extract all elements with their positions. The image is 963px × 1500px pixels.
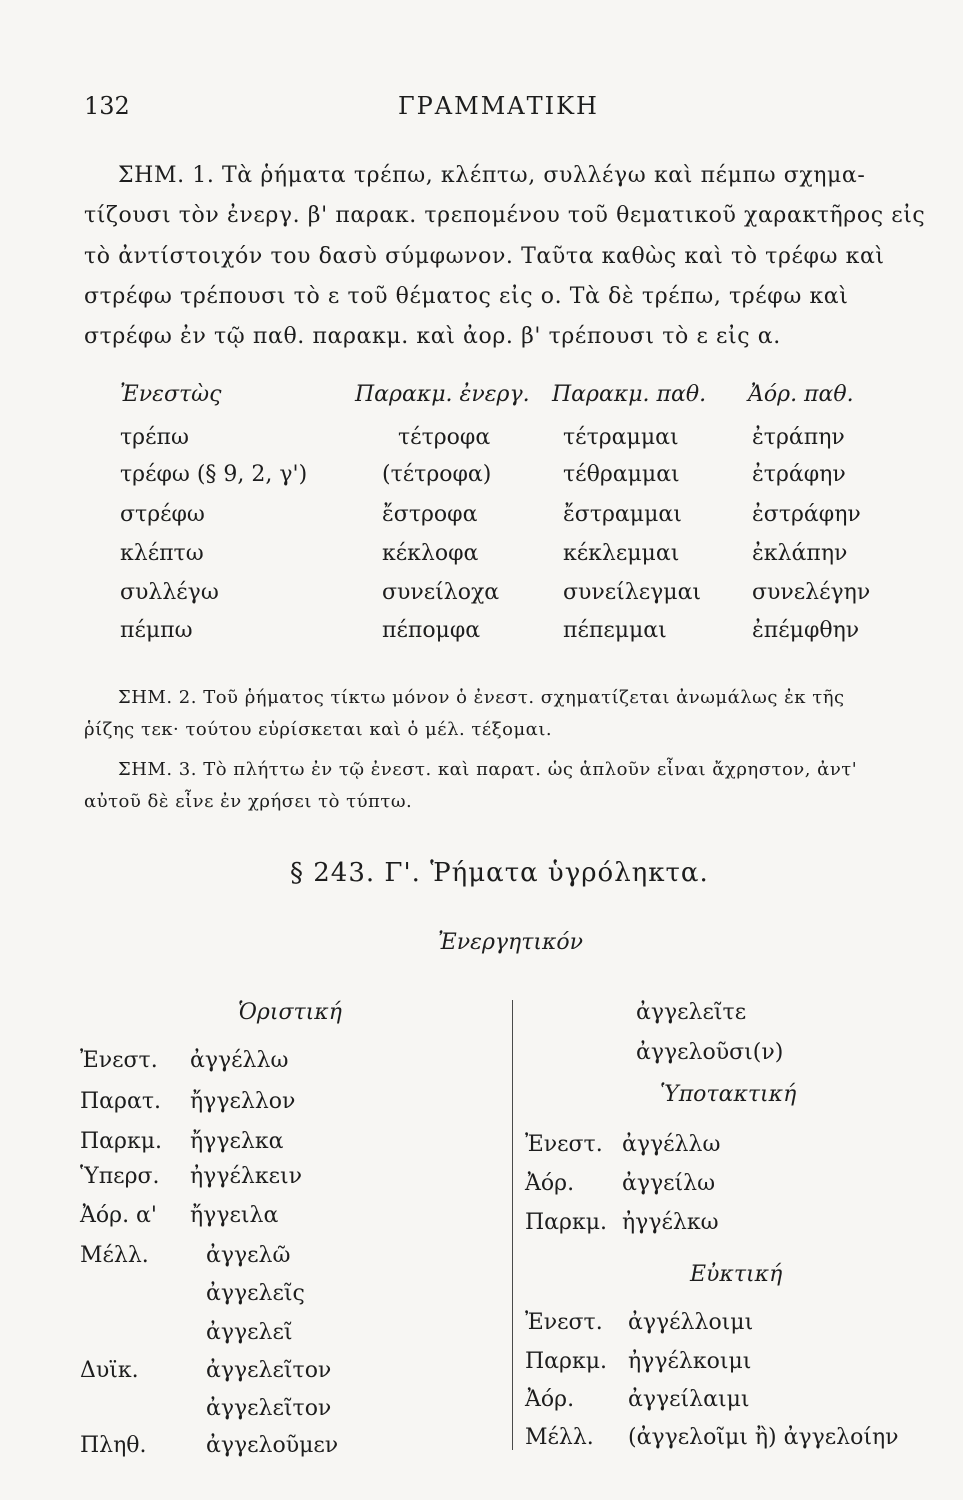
paradigm-form: ἤγγειλα <box>190 1203 279 1228</box>
table-cell: (τέτροφα) <box>382 462 492 487</box>
table-cell: τέτραμμαι <box>563 425 679 450</box>
table-cell: τέθραμμαι <box>563 462 680 487</box>
running-title: ΓΡΑΜΜΑΤΙΚΗ <box>398 92 599 120</box>
column-header: Παρακμ. ἐνεργ. <box>355 382 530 407</box>
paradigm-label: Μέλλ. <box>525 1425 594 1450</box>
table-cell: ἐστράφην <box>752 502 861 527</box>
note-2-line: ΣΗΜ. 2. Τοῦ ῥήματος τίκτω μόνον ὁ ἐνεστ. σχηματίζεται ἀνωμάλως ἐκ τῆς <box>118 687 845 708</box>
table-cell: ἐτράπην <box>752 425 845 450</box>
table-cell: ἔστροφα <box>382 502 478 527</box>
table-cell: ἐκλάπην <box>752 541 848 566</box>
table-cell: ἐπέμφθην <box>752 618 860 643</box>
paradigm-label: Ἀόρ. <box>525 1387 575 1412</box>
table-cell: συνελέγην <box>752 580 871 605</box>
note-2-line: ῥίζης τεκ· τούτου εὑρίσκεται καὶ ὁ μέλ. τέξομαι. <box>84 719 553 740</box>
table-cell: στρέφω <box>120 502 205 527</box>
paradigm-form: ἀγγελεῖς <box>206 1281 305 1306</box>
paradigm-label: Ἐνεστ. <box>525 1310 603 1335</box>
paradigm-form: ἀγγελεῖτον <box>206 1396 332 1421</box>
column-header: Ἐνεστὼς <box>120 382 222 407</box>
note-1-line: τίζουσι τὸν ἐνεργ. β' παρακ. τρεπομένου τοῦ θεματικοῦ χαρακτῆρος εἰς <box>84 203 926 228</box>
note-1-line: στρέφω ἐν τῷ παθ. παρακμ. καὶ ἀορ. β' τρέπουσι τὸ ε εἰς α. <box>84 324 781 349</box>
paradigm-form: ἀγγελεῖ <box>206 1320 293 1345</box>
paradigm-form: ἀγγείλαιμι <box>628 1387 750 1412</box>
paradigm-label: Μέλλ. <box>80 1243 149 1268</box>
paradigm-form: ἤγγελκα <box>190 1129 284 1154</box>
paradigm-form: ἀγγέλλω <box>622 1132 721 1157</box>
paradigm-form: ἠγγέλκω <box>622 1210 719 1235</box>
table-cell: τρέπω <box>120 425 189 450</box>
table-cell: κέκλεμμαι <box>563 541 680 566</box>
table-cell: ἐτράφην <box>752 462 846 487</box>
paradigm-form: ἀγγέλλοιμι <box>628 1310 754 1335</box>
paradigm-label: Ἐνεστ. <box>80 1048 158 1073</box>
paradigm-label: Παρκμ. <box>525 1210 608 1235</box>
paradigm-form: ἀγγελῶ <box>206 1243 291 1268</box>
column-header: Ἀόρ. παθ. <box>748 382 854 407</box>
paradigm-label: Ἐνεστ. <box>525 1132 603 1157</box>
paradigm-label: Πληθ. <box>80 1433 147 1458</box>
column-header: Παρακμ. παθ. <box>552 382 707 407</box>
table-cell: τρέφω (§ 9, 2, γ') <box>120 462 308 487</box>
note-1-line: ΣΗΜ. 1. Τὰ ῥήματα τρέπω, κλέπτω, συλλέγω καὶ πέμπω σχημα- <box>118 163 866 188</box>
paradigm-form: ἤγγελλον <box>190 1089 296 1114</box>
table-cell: συλλέγω <box>120 580 219 605</box>
table-cell: κλέπτω <box>120 541 204 566</box>
table-cell: κέκλοφα <box>382 541 479 566</box>
paradigm-form: ἀγγελεῖτε <box>636 1000 747 1025</box>
mood-heading: Ὁριστική <box>238 1000 342 1025</box>
paradigm-form: ἀγγελοῦμεν <box>206 1433 339 1458</box>
page-number: 132 <box>84 92 130 120</box>
mood-heading: Ὑποτακτική <box>660 1082 797 1107</box>
note-1-line: στρέφω τρέπουσι τὸ ε τοῦ θέματος εἰς ο. Τὰ δὲ τρέπω, τρέφω καὶ <box>84 284 849 309</box>
table-cell: πέπομφα <box>382 618 481 643</box>
paradigm-label: Ἀόρ. <box>525 1171 575 1196</box>
note-3-line: ΣΗΜ. 3. Τὸ πλήττω ἐν τῷ ἐνεστ. καὶ παρατ. ὡς ἁπλοῦν εἶναι ἄχρηστον, ἀντ' <box>118 759 858 780</box>
table-cell: πέπεμμαι <box>563 618 667 643</box>
paradigm-form: ἀγγέλλω <box>190 1048 289 1073</box>
paradigm-form: ἀγγείλω <box>622 1171 716 1196</box>
paradigm-form: ἠγγέλκοιμι <box>628 1349 752 1374</box>
paradigm-form: ἀγγελοῦσι(ν) <box>636 1040 784 1065</box>
paradigm-form: (ἀγγελοῖμι ἢ) ἀγγελοίην <box>628 1425 899 1450</box>
note-1-line: τὸ ἀντίστοιχόν του δασὺ σύμφωνον. Ταῦτα καθὼς καὶ τὸ τρέφω καὶ <box>84 244 885 269</box>
mood-heading: Εὐκτική <box>690 1262 783 1287</box>
voice-heading: Ἐνεργητικόν <box>438 930 584 955</box>
paradigm-label: Παρατ. <box>80 1089 161 1114</box>
table-cell: συνείλεγμαι <box>563 580 702 605</box>
section-title: § 243. Γ'. Ῥήματα ὑγρόληκτα. <box>290 858 709 888</box>
paradigm-label: Δυϊκ. <box>80 1358 139 1383</box>
paradigm-label: Ὑπερσ. <box>80 1164 160 1189</box>
paradigm-label: Παρκμ. <box>80 1129 163 1154</box>
paradigm-form: ἠγγέλκειν <box>190 1164 302 1189</box>
column-divider <box>512 1000 513 1450</box>
paradigm-form: ἀγγελεῖτον <box>206 1358 332 1383</box>
note-3-line: αὐτοῦ δὲ εἶνε ἐν χρήσει τὸ τύπτω. <box>84 791 413 812</box>
table-cell: συνείλοχα <box>382 580 500 605</box>
paradigm-label: Παρκμ. <box>525 1349 608 1374</box>
table-cell: τέτροφα <box>398 425 491 450</box>
paradigm-label: Ἀόρ. α' <box>80 1203 157 1228</box>
table-cell: ἔστραμμαι <box>563 502 682 527</box>
table-cell: πέμπω <box>120 618 193 643</box>
